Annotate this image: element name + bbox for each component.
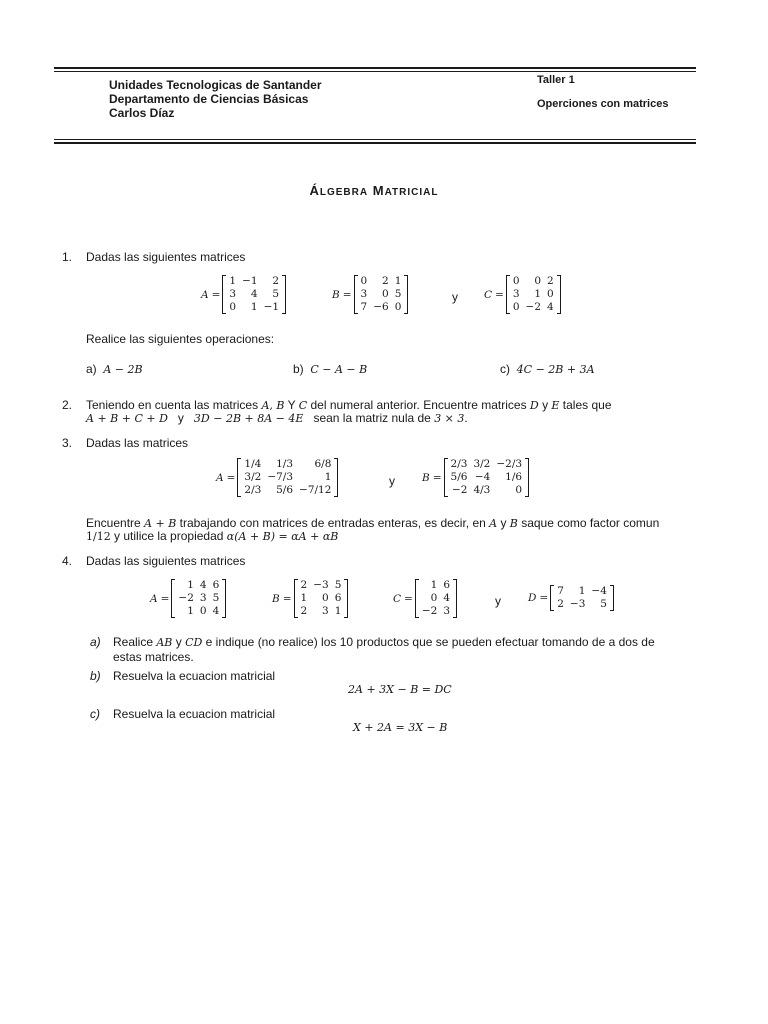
matrix-entry: 0 (512, 301, 520, 313)
matrix-entry: 3 (322, 605, 329, 617)
p3-matrix-b-grid (444, 458, 530, 497)
matrix-entry: −3 (569, 598, 586, 610)
p1-matrix-b-grid (354, 275, 409, 314)
matrix-entry: 1 (334, 605, 342, 617)
matrix-entry: −1 (263, 301, 280, 313)
matrix-entry: 2/3 (244, 484, 262, 496)
header-department: Departamento de Ciencias Básicas (109, 92, 309, 106)
p4-conjunction: y (495, 594, 501, 608)
matrix-entry: 3 (199, 592, 207, 604)
header-rule-bottom-thin (54, 139, 696, 140)
matrix-entry: −3 (313, 579, 329, 591)
matrix-entry: 4 (212, 605, 220, 617)
header-rule-bottom (54, 142, 696, 144)
p4-part-b-equation: 2A + 3X − B = DC (348, 683, 452, 696)
matrix-entry: −2 (525, 301, 542, 313)
p4-matrix-c-grid (415, 579, 457, 618)
matrix-entry: 6 (443, 579, 451, 591)
p1-matrix-c: C = 0 0 2 3 1 0 0 −2 4 (484, 275, 561, 314)
matrix-entry: 0 (534, 275, 542, 287)
header-rule-top-thin (54, 71, 696, 72)
p4-part-c-text: Resuelva la ecuacion matricial (113, 707, 276, 721)
matrix-entry: 1 (300, 592, 308, 604)
p4-matrix-d-grid (550, 585, 614, 611)
p3-matrix-b: B = 2/3 3/2 −2/3 5/6 −4 1/6 −2 4/3 0 (422, 458, 529, 497)
p1-matrix-a: A = 1 −1 2 3 4 5 0 1 −1 (201, 275, 286, 314)
matrix-entry: 1/4 (244, 458, 262, 470)
p1-operations-intro: Realice las siguientes operaciones: (86, 332, 275, 346)
matrix-entry: 1 (250, 301, 258, 313)
matrix-entry: 0 (229, 301, 237, 313)
matrix-entry: 1 (187, 579, 194, 591)
matrix-entry: −6 (373, 301, 389, 313)
header-assignment (537, 74, 668, 112)
matrix-entry: −1 (242, 275, 258, 287)
matrix-entry: 5 (272, 288, 280, 300)
p4-part-a-text-line2: estas matrices. (113, 650, 194, 664)
matrix-entry: 3 (512, 288, 520, 300)
matrix-entry: 5 (600, 598, 607, 610)
matrix-entry: 3 (360, 288, 368, 300)
matrix-entry: 1/6 (505, 471, 523, 483)
matrix-entry: 1 (229, 275, 237, 287)
p4-part-b-label: b) (90, 669, 101, 683)
matrix-entry: 2 (547, 275, 554, 287)
p3-conjunction: y (389, 474, 395, 488)
matrix-entry: 4 (250, 288, 258, 300)
p4-part-b-text: Resuelva la ecuacion matricial (113, 669, 276, 683)
matrix-entry: 3 (229, 288, 237, 300)
p3-matrix-a: A = 1/4 1/3 6/8 3/2 −7/3 1 2/3 5/6 −7/12 (216, 458, 338, 497)
matrix-entry: 0 (512, 275, 520, 287)
p4-matrix-b: B = 2 −3 5 1 0 6 2 3 1 (272, 579, 348, 618)
matrix-entry: −2 (451, 484, 468, 496)
matrix-entry: 2 (272, 275, 280, 287)
matrix-entry: 0 (430, 592, 438, 604)
p4-matrix-b-grid (294, 579, 349, 618)
matrix-entry: 4 (199, 579, 207, 591)
p1-operation-b: b) C − A − B (293, 362, 368, 376)
matrix-entry: 3 (443, 605, 451, 617)
p1-operation-a: a) A − 2B (86, 362, 143, 376)
matrix-entry: 1 (534, 288, 542, 300)
matrix-entry: 6 (212, 579, 220, 591)
p4-matrix-c: C = 1 6 0 4 −2 3 (393, 579, 457, 618)
matrix-entry: 0 (199, 605, 207, 617)
header-rule-top (54, 67, 696, 69)
problem-4-number: 4. (62, 554, 73, 568)
problem-3-intro: Dadas las matrices (86, 436, 189, 450)
matrix-entry: 2/3 (450, 458, 468, 470)
matrix-entry: −4 (591, 585, 607, 597)
matrix-entry: 5/6 (450, 471, 468, 483)
p4-matrix-a: A = 1 4 6 −2 3 5 1 0 4 (150, 579, 226, 618)
matrix-entry: 3/2 (473, 458, 491, 470)
matrix-entry: 5 (212, 592, 220, 604)
p1-conjunction: y (452, 290, 458, 304)
matrix-entry: 4 (547, 301, 554, 313)
header-university: Unidades Tecnologicas de Santander (109, 78, 322, 92)
p1-operation-c: c) 4C − 2B + 3A (500, 362, 595, 376)
problem-2-text-line2: A + B + C + D y 3D − 2B + 8A − 4E sean la matriz nula de 3 × 3. (86, 411, 468, 425)
matrix-entry: 4 (443, 592, 451, 604)
problem-1-number: 1. (62, 250, 73, 264)
matrix-entry: 0 (382, 288, 389, 300)
matrix-entry: 6/8 (314, 458, 332, 470)
p1-matrix-b: B = 0 2 1 3 0 5 7 −6 0 (332, 275, 408, 314)
page-title: ÁLGEBRA MATRICIAL (309, 183, 439, 198)
matrix-entry: 0 (322, 592, 329, 604)
matrix-entry: 5/6 (276, 484, 294, 496)
header-author: Carlos Díaz (109, 106, 175, 120)
header-topic: Operciones con matrices (537, 98, 669, 110)
matrix-entry: 1/3 (276, 458, 294, 470)
matrix-entry: 2 (300, 605, 308, 617)
problem-2-text: Teniendo en cuenta las matrices A, B Y C del numeral anterior. Encuentre matrices D y E tales que (86, 398, 612, 412)
matrix-entry: 5 (334, 579, 342, 591)
matrix-entry: 7 (557, 585, 564, 597)
matrix-entry: 2 (557, 598, 564, 610)
problem-2-number: 2. (62, 398, 73, 412)
problem-1-intro: Dadas las siguientes matrices (86, 250, 246, 264)
p4-part-a-text: Realice AB y CD e indique (no realice) los 10 productos que se pueden efectuar tomando de a dos de (113, 635, 655, 649)
p4-matrix-a-grid (171, 579, 226, 618)
p4-part-c-equation: X + 2A = 3X − B (353, 721, 448, 734)
p3-matrix-a-grid (237, 458, 338, 497)
p1-matrix-a-grid (222, 275, 286, 314)
matrix-entry: 2 (300, 579, 308, 591)
matrix-entry: −2/3 (496, 458, 523, 470)
problem-3-number: 3. (62, 436, 73, 450)
matrix-entry: 0 (360, 275, 368, 287)
matrix-entry: 1 (324, 471, 332, 483)
matrix-entry: −2 (178, 592, 194, 604)
matrix-entry: 0 (515, 484, 523, 496)
matrix-entry: 1 (394, 275, 402, 287)
header-institution (109, 78, 322, 120)
problem-3-text-line2: 1/12 y utilice la propiedad α(A + B) = αA + αB (86, 529, 339, 543)
matrix-entry: 1 (430, 579, 438, 591)
matrix-entry: 4/3 (473, 484, 491, 496)
p4-part-c-label: c) (90, 707, 100, 721)
matrix-entry: 5 (394, 288, 402, 300)
matrix-entry: 7 (360, 301, 368, 313)
matrix-entry: 1 (187, 605, 194, 617)
matrix-entry: 0 (394, 301, 402, 313)
matrix-entry: −2 (421, 605, 438, 617)
p4-part-a-label: a) (90, 635, 101, 649)
matrix-entry: 6 (334, 592, 342, 604)
matrix-entry: 2 (382, 275, 389, 287)
matrix-entry: 1 (578, 585, 586, 597)
problem-3-text: Encuentre A + B trabajando con matrices de entradas enteras, es decir, en A y B saque como factor comun (86, 516, 660, 530)
header-workshop: Taller 1 (537, 74, 575, 86)
p1-matrix-c-grid (506, 275, 561, 314)
matrix-entry: 0 (547, 288, 554, 300)
matrix-entry: −7/12 (299, 484, 332, 496)
matrix-entry: 3/2 (244, 471, 262, 483)
matrix-entry: −7/3 (267, 471, 294, 483)
p4-matrix-d: D = 7 1 −4 2 −3 5 (528, 585, 614, 611)
problem-4-intro: Dadas las siguientes matrices (86, 554, 246, 568)
matrix-entry: −4 (474, 471, 491, 483)
